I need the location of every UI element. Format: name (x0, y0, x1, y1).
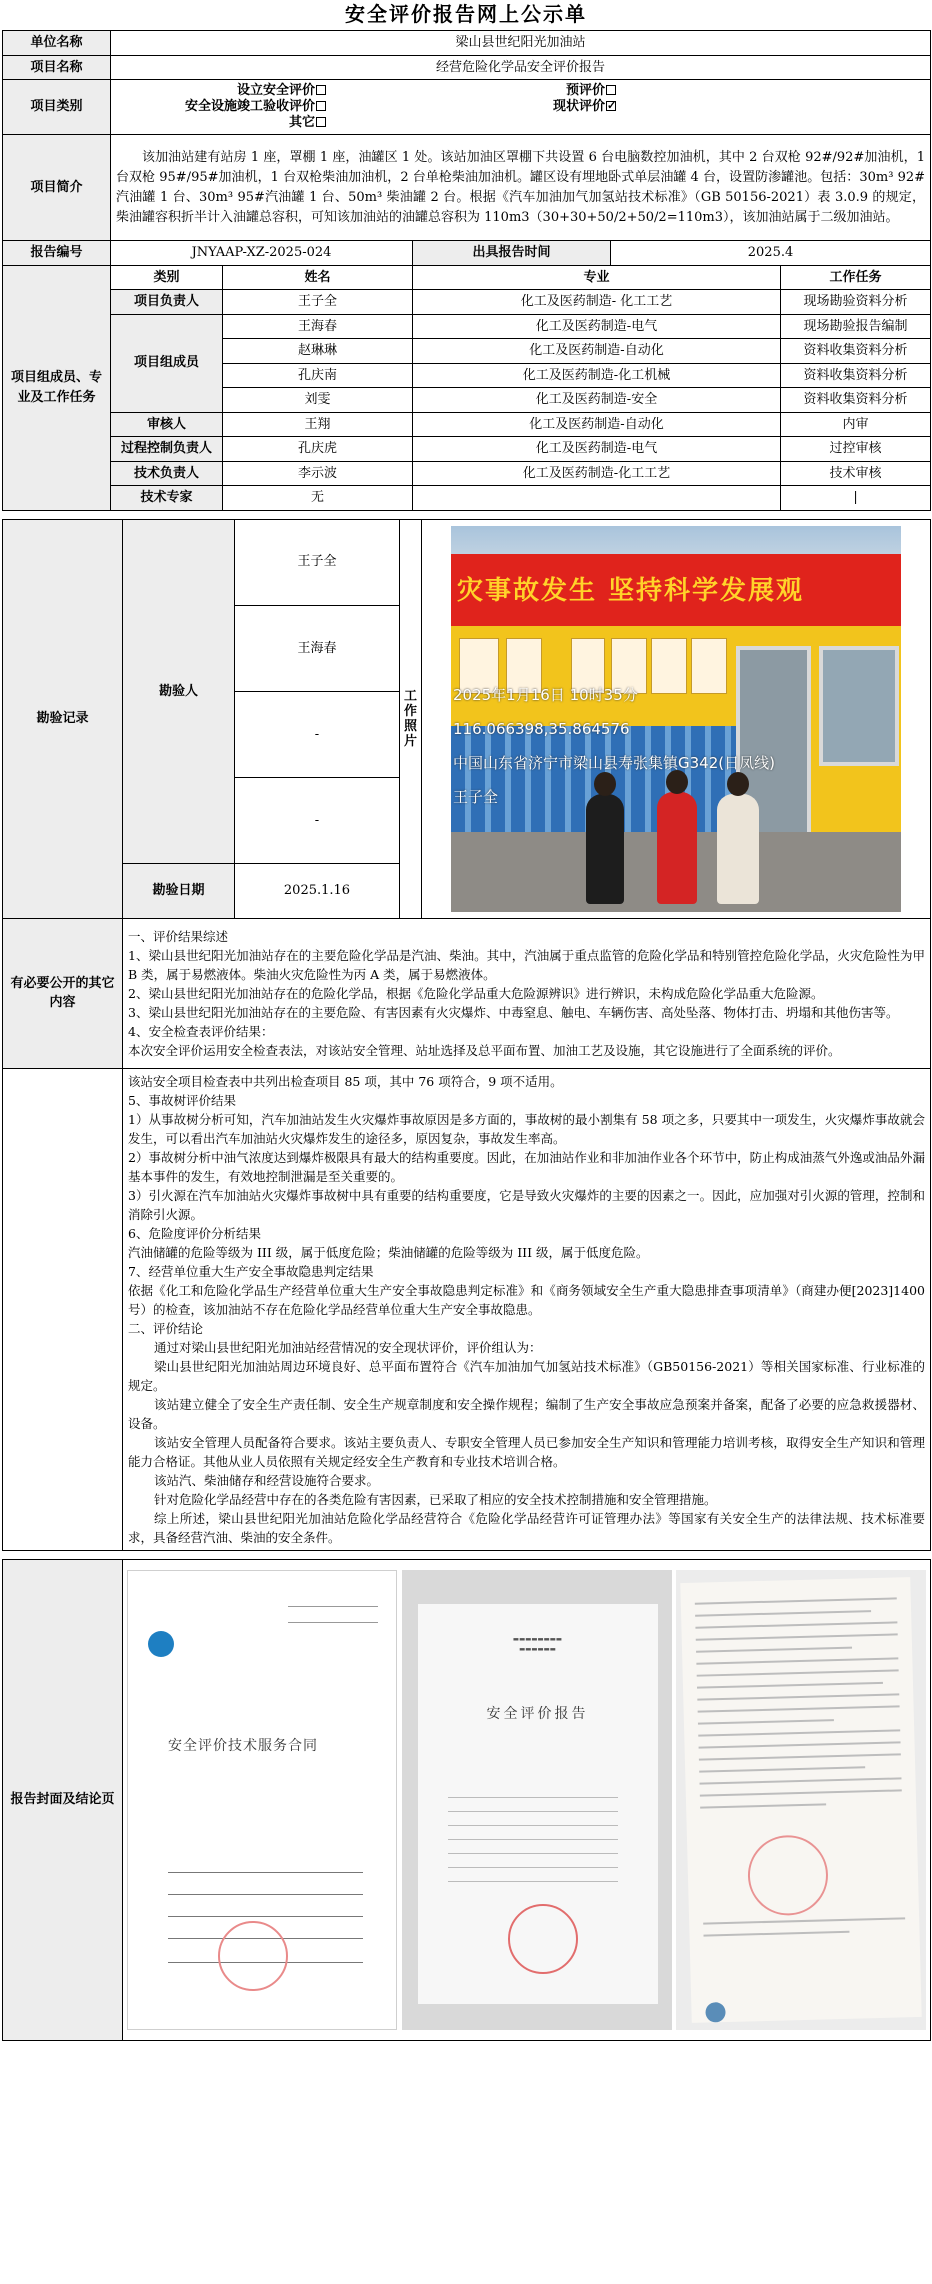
photo-label: 工作照片 (400, 519, 422, 918)
reviewer-major: 化工及医药制造-自动化 (413, 412, 781, 437)
leader-task: 现场勘验资料分析 (781, 290, 931, 315)
survey-person-label: 勘验人 (123, 519, 235, 864)
member-task: 资料收集资料分析 (781, 388, 931, 413)
basic-info-table (2, 30, 931, 511)
unit-label: 单位名称 (3, 31, 111, 56)
survey-table (2, 519, 931, 919)
member-name: 王海春 (223, 314, 413, 339)
covers-label: 报告封面及结论页 (3, 1559, 123, 2040)
paragraph: 综上所述，梁山县世纪阳光加油站危险化学品经营符合《危险化学品经营许可证管理办法》等国家有关安全生产的法律法规、技术标准要求，具备经营汽油、柴油的安全条件。 (128, 1510, 925, 1545)
team-header-task: 工作任务 (781, 265, 931, 290)
contract-cover-image (127, 1570, 397, 2030)
members-label: 项目组成员 (111, 314, 223, 412)
survey-person: 王海春 (235, 605, 400, 691)
photo-coordinates: 116.066398,35.864576 (453, 719, 630, 738)
paragraph: 2、梁山县世纪阳光加油站存在的危险化学品，根据《危险化学品重大危险源辨识》进行辨识，未构成危险化学品重大危险源。 (128, 985, 824, 1001)
tech-major: 化工及医药制造-化工工艺 (413, 461, 781, 486)
member-major: 化工及医药制造-电气 (413, 314, 781, 339)
expert-major (413, 486, 781, 511)
footer-logo-icon (705, 2002, 726, 2023)
paragraph: 该站安全管理人员配备符合要求。该站主要负责人、专职安全管理人员已参加安全生产知识和管理能力培训考核，取得安全生产知识和管理能力合格证。其他从业人员依照有关规定经安全生产教育和专业技术培训合格。 (128, 1434, 925, 1469)
paragraph: 2）事故树分析中油气浓度达到爆炸极限具有最大的结构重要度。因此，在加油站作业和非加油作业各个环节中，防止构成油蒸气外逸或油品外漏基本事件的发生，有效地控制泄漏是至关重要的。 (128, 1149, 925, 1184)
member-major: 化工及医药制造-化工机械 (413, 363, 781, 388)
reviewer-label: 审核人 (111, 412, 223, 437)
company-logo-icon (148, 1631, 174, 1657)
survey-person: - (235, 691, 400, 777)
project-value: 经营危险化学品安全评价报告 (111, 55, 931, 80)
process-label: 过程控制负责人 (111, 437, 223, 462)
project-type-options (111, 80, 931, 135)
page-title: 安全评价报告网上公示单 (345, 2, 587, 26)
member-task: 资料收集资料分析 (781, 363, 931, 388)
survey-label: 勘验记录 (3, 519, 123, 918)
survey-date-label: 勘验日期 (123, 864, 235, 918)
survey-date: 2025.1.16 (235, 864, 400, 918)
paragraph: 1、梁山县世纪阳光加油站存在的主要危险化学品是汽油、柴油。其中，汽油属于重点监管的危险化学品和特别管控危险化学品，火灾危险性为甲 B 类，属于易燃液体。柴油火灾危险性为丙 A 类，属于易燃液体。 (128, 947, 925, 982)
paragraph: 梁山县世纪阳光加油站周边环境良好、总平面布置符合《汽车加油加气加氢站技术标准》（GB50156-2021）等相关国家标准、行业标准的规定。 (128, 1358, 925, 1393)
intro-label: 项目简介 (3, 135, 111, 241)
project-label: 项目名称 (3, 55, 111, 80)
paragraph: 1）从事故树分析可知，汽车加油站发生火灾爆炸事故原因是多方面的，事故树的最小割集有 58 项之多，只要其中一项发生，火灾爆炸事故就会发生，可以看出汽车加油站火灾爆炸发生的途径多，原因复杂，事故发生率高。 (128, 1111, 925, 1146)
reviewer-name: 王翔 (223, 412, 413, 437)
covers-table (2, 1559, 931, 2041)
other-content-part2 (123, 1068, 931, 1550)
report-cover-image: ▬▬▬▬▬▬▬▬ ▬▬▬▬▬▬ 安全评价报告 (402, 1570, 672, 2030)
paragraph: 一、评价结果综述 (128, 928, 229, 944)
leader-label: 项目负责人 (111, 290, 223, 315)
paragraph: 6、危险度评价分析结果 (128, 1225, 261, 1241)
paragraph: 汽油储罐的危险等级为 III 级，属于低度危险；柴油储罐的危险等级为 III 级，属于低度危险。 (128, 1244, 649, 1260)
paragraph: 本次安全评价运用安全检查表法，对该站安全管理、站址选择及总平面布置、加油工艺及设施，其它设施进行了全面系统的评价。 (128, 1042, 841, 1058)
paragraph: 依据《化工和危险化学品生产经营单位重大生产安全事故隐患判定标准》和《商务领域安全生产重大隐患排查事项清单》（商建办便[2023]1400 号）的检查，该加油站不存在危险化学品经营单位重大生产安全事故隐患。 (128, 1282, 925, 1317)
type-option-b: 安全设施竣工验收评价 (184, 99, 315, 114)
process-name: 孔庆虎 (223, 437, 413, 462)
member-name: 孔庆南 (223, 363, 413, 388)
paragraph: 针对危险化学品经营中存在的各类危险有害因素，已采取了相应的安全技术控制措施和安全管理措施。 (154, 1491, 717, 1507)
report-date-value: 2025.4 (611, 241, 931, 266)
expert-label: 技术专家 (111, 486, 223, 511)
photo-banner: 灾事故发生 坚持科学发展观 (457, 575, 805, 606)
member-task: 资料收集资料分析 (781, 339, 931, 364)
paragraph: 3、梁山县世纪阳光加油站存在的主要危险、有害因素有火灾爆炸、中毒窒息、触电、车辆伤害、高处坠落、物体打击、坍塌和其他伤害等。 (128, 1004, 899, 1020)
unit-value: 梁山县世纪阳光加油站 (111, 31, 931, 56)
checkbox-b[interactable] (316, 101, 326, 111)
type-option-d: 预评价 (565, 83, 605, 98)
photo-cell (422, 519, 931, 918)
paragraph: 通过对梁山县世纪阳光加油站经营情况的安全现状评价，评价组认为： (154, 1339, 542, 1355)
report-no-value: JNYAAP-XZ-2025-024 (111, 241, 413, 266)
report-cover-title: 安全评价报告 (486, 1705, 589, 1722)
process-major: 化工及医药制造-电气 (413, 437, 781, 462)
expert-name: 无 (223, 486, 413, 511)
photo-address: 中国山东省济宁市梁山县寿张集镇G342(日凤线) (453, 753, 775, 772)
paragraph: 该站汽、柴油储存和经营设施符合要求。 (154, 1472, 380, 1488)
report-date-label: 出具报告时间 (413, 241, 611, 266)
type-option-c: 其它 (288, 115, 315, 130)
checkbox-d[interactable] (606, 85, 616, 95)
checkbox-c[interactable] (316, 117, 326, 127)
other-content-label: 有必要公开的其它内容 (3, 918, 123, 1068)
expert-task: | (781, 486, 931, 511)
other-content-table (2, 918, 931, 1551)
checkbox-e-checked[interactable] (606, 101, 616, 111)
team-header-major: 专业 (413, 265, 781, 290)
paragraph: 5、事故树评价结果 (128, 1092, 236, 1108)
work-photo (451, 526, 901, 912)
type-option-e: 现状评价 (552, 99, 605, 114)
intro-text: 该加油站建有站房 1 座，罩棚 1 座，油罐区 1 处。该站加油区罩棚下共设置 6 台电脑数控加油机，其中 2 台双枪 92#/92#加油机，1 台双枪 95#/95#加油机，1 台双枪柴油加油机，2 台单枪柴油加油机。罐区设有埋地卧式单层油罐 4 台，设置防渗罐池。包括：30m³ 92#汽油罐 1 台、30m³ 95#汽油罐 1 台、50m³ 柴油罐 2 台。根据《汽车加油加气加氢站技术标准》（GB 50156-2021）表 3.0.9 的规定，柴油罐容积折半计入油罐总容积，可知该加油站的油罐总容积为 110m3（30+30+50/2+50/2=110m3），该加油站属于二级加油站。 (111, 135, 931, 241)
member-name: 赵琳琳 (223, 339, 413, 364)
team-header-name: 姓名 (223, 265, 413, 290)
seal-stamp (508, 1904, 578, 1974)
contract-title: 安全评价技术服务合同 (168, 1737, 318, 1754)
member-major: 化工及医药制造-安全 (413, 388, 781, 413)
photo-timestamp: 2025年1月16日 10时35分 (453, 685, 638, 704)
tech-label: 技术负责人 (111, 461, 223, 486)
seal-stamp (747, 1834, 829, 1916)
team-group-label: 项目组成员、专业及工作任务 (3, 265, 111, 510)
member-task: 现场勘验报告编制 (781, 314, 931, 339)
type-option-a: 设立安全评价 (236, 83, 315, 98)
team-header-category: 类别 (111, 265, 223, 290)
leader-major: 化工及医药制造- 化工工艺 (413, 290, 781, 315)
seal-stamp (218, 1921, 288, 1991)
paragraph: 该站安全项目检查表中共列出检查项目 85 项，其中 76 项符合，9 项不适用。 (128, 1073, 563, 1089)
reviewer-task: 内审 (781, 412, 931, 437)
paragraph: 4、安全检查表评价结果： (128, 1023, 274, 1039)
paragraph: 3）引火源在汽车加油站火灾爆炸事故树中具有重要的结构重要度，它是导致火灾爆炸的主要的因素之一。因此，应加强对引火源的管理，控制和消除引火源。 (128, 1187, 925, 1222)
photo-person: 王子全 (453, 787, 499, 806)
paragraph: 7、经营单位重大生产安全事故隐患判定结果 (128, 1263, 374, 1279)
paragraph: 该站建立健全了安全生产责任制、安全生产规章制度和安全操作规程；编制了生产安全事故应急预案并备案，配备了必要的应急救援器材、设备。 (128, 1396, 925, 1431)
tech-task: 技术审核 (781, 461, 931, 486)
paragraph: 二、评价结论 (128, 1320, 204, 1336)
checkbox-a[interactable] (316, 85, 326, 95)
conclusion-page-image (676, 1570, 926, 2030)
other-content-part1 (123, 918, 931, 1068)
survey-person: 王子全 (235, 519, 400, 605)
member-name: 刘雯 (223, 388, 413, 413)
tech-name: 李示波 (223, 461, 413, 486)
report-no-label: 报告编号 (3, 241, 111, 266)
leader-name: 王子全 (223, 290, 413, 315)
process-task: 过控审核 (781, 437, 931, 462)
survey-person: - (235, 778, 400, 864)
member-major: 化工及医药制造-自动化 (413, 339, 781, 364)
type-label: 项目类别 (3, 80, 111, 135)
covers-cell (123, 1559, 931, 2040)
